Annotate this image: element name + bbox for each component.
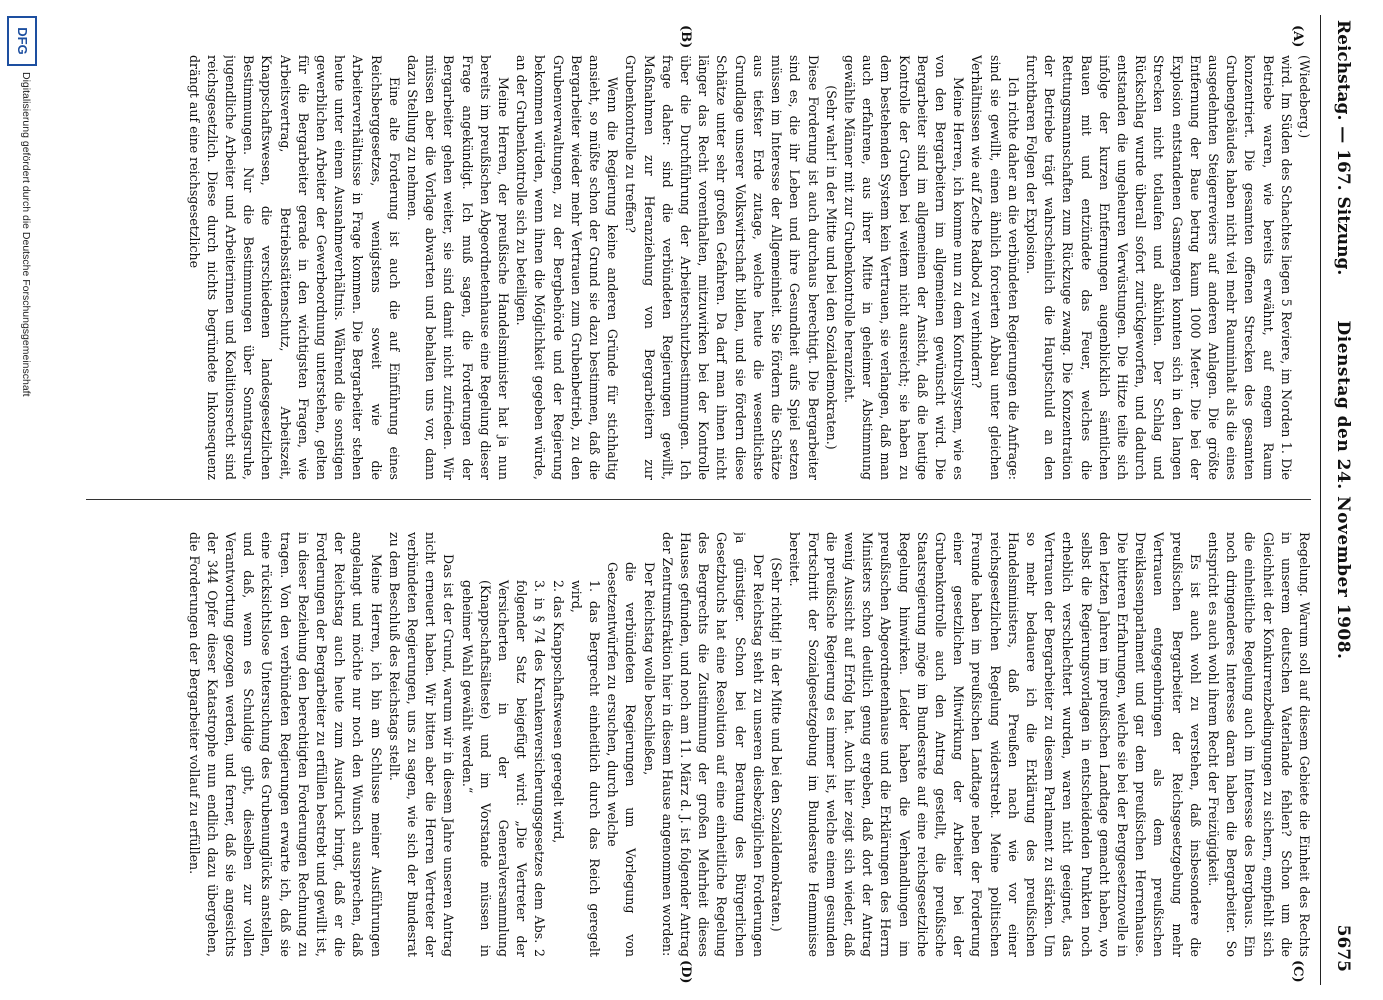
header-rule xyxy=(1320,15,1321,985)
paragraph: Ich richte daher an die verbündeten Regierungen die Anfrage: sind sie gewillt, einen ähnlich forcierten Abbau unter gleichen Verhältnissen wie auf Zeche Radbod zu verhindern? xyxy=(969,55,1021,480)
paragraph: die verbündeten Regierungen um Vorlegung von Gesetzentwürfen zu ersuchen, durch welche xyxy=(605,562,639,957)
paragraph: Eine alte Forderung ist auch die auf Einführung eines Reichsberggesetzes, wenigstens soweit wie die Arbeiterverhältnisse in Frage kommen. Die Bergarbeiter stehen heute unter einem Ausnahmeverhältnis. Während die sonstigen gewerblichen Arbeiter der Gewerbeordnung unterstehen, gelten für die Bergarbeiter gerade in den wichtigsten Fragen, wie Arbeitsvertrag, Betriebsstättenschutz, Arbeitszeit, Knappschaftswesen, die verschiedenen landesgesetzlichen Bestimmungen. Nur die Bestimmungen über Sonntagsruhe, jugendliche Arbeiter und Arbeiterinnen und Koalitionsrecht sind reichsgesetzlich. Diese durch nichts begründete Inkonsequenz drängt auf eine reichsgesetzliche xyxy=(186,55,402,480)
text-column-left xyxy=(78,55,1313,480)
paragraph: 3. in § 74 des Krankenversicherungsgesetzes dem Abs. 2 folgender Satz beigefügt wird: „Die Vertreter der Versicherten in der Generalversammlung (Knappschaftsälteste) und im Vorstande müssen in geheimer Wahl gewählt werden.“ xyxy=(459,580,548,957)
margin-marker-a: (A) xyxy=(1290,25,1305,48)
header-date: Dienstag den 24. November 1908. xyxy=(1333,320,1353,660)
paragraph: Meine Herren, ich bin am Schlusse meiner Ausführungen angelangt und möchte nur noch den Wunsch aussprechen, daß der Reichstag auch heute zum Ausdruck bringt, daß er die Forderungen der Bergarbeiter zu erfüllen bestrebt und gewillt ist, in dieser Beziehung den berechtigten Forderungen Rechnung zu tragen. Von den verbündeten Regierungen erwarte ich, daß sie eine rücksichtslose Untersuchung des Grubenunglücks anstellen, und daß, wenn es Schuldige gibt, dieselben zur vollen Verantwortung gezogen werden, und ferner, daß sie angesichts der 344 Opfer dieser Katastrophe nun endlich dazu übergehen, die Forderungen der Bergarbeiter vollauf zu erfüllen. xyxy=(186,532,384,957)
paragraph: 1. das Bergrecht einheitlich durch das Reich geregelt wird, xyxy=(568,580,603,957)
interjection: (Sehr richtig! in der Mitte und bei den Sozialdemokraten.) xyxy=(769,557,785,932)
paragraph: Diese Forderung ist auch durchaus berechtigt. Die Bergarbeiter sind es, die ihr Leben und ihre Gesundheit aufs Spiel setzen müssen im Interesse der Allgemeinheit. Sie fördern die Schätze aus tiefster Erde zutage, welche heute die wesentlichste Grundlage unserer Volkswirtschaft bilden, und sie fördern diese Schätze unter sehr großen Gefahren. Da darf man ihnen nicht länger das Recht vorenthalten, mitzuwirken bei der Kontrolle über die Durchführung der Arbeiterschutzbestimmungen. Ich frage daher: sind die verbündeten Regierungen gewillt, Maßnahmen zur Heranziehung von Bergarbeitern zur Grubenkontrolle zu treffen? xyxy=(623,55,821,480)
page-number: 5675 xyxy=(1333,924,1353,972)
paragraph: wird. Im Süden des Schachtes liegen 5 Reviere, im Norden 1. Die Betriebe waren, wie bereits erwähnt, auf engem Raum konzentriert. Die gesamten offenen Strecken des gesamten Grubengebäudes haben nicht viel mehr Rauminhalt als die eines ausgedehnten Steigerreviers auf anderen Anlagen. Die größte Entfernung der Baue betrug kaum 1000 Meter. Die bei der Explosion entstandenen Gasmengen konnten sich in den langen Strecken nicht totlaufen und abkühlen. Der Schlag und Rückschlag wurde überall sofort zurückgeworfen, und dadurch entstanden die ungeheuren Verwüstungen. Die Hitze teilte sich infolge der kurzen Entfernungen augenblicklich sämtlichen Bauen mit und entzündete das Feuer, welches die Rettungsmannschaften zum Rückzuge zwang. Die Konzentration der Betriebe trägt wahrscheinlich die Hauptschuld an den furchtbaren Folgen der Explosion. xyxy=(1023,55,1294,480)
dfg-caption: Digitalisierung gefördert durch die Deutsche Forschungsgemeinschaft xyxy=(20,72,32,397)
margin-marker-c: (C) xyxy=(1290,960,1305,983)
header-left: Reichstag. — 167. Sitzung. xyxy=(1333,20,1353,276)
paragraph: Der Reichstag steht zu unseren diesbezüglichen Forderungen ja günstiger. Schon bei der Beratung des Bürgerlichen Gesetzbuchs hat eine Resolution auf eine einheitliche Regelung des Bergrechts die Zustimmung der großen Mehrheit dieses Hauses gefunden, und noch am 11. März d. J. ist folgender Antrag der Zentrumsfraktion hier in diesem Hause angenommen worden: xyxy=(659,532,766,957)
dfg-stamp xyxy=(3,0,43,1000)
text-column-right xyxy=(78,532,1313,957)
paragraph: Regelung. Warum soll auf diesem Gebiete die Einheit des Rechts in unserem deutschen Vaterlande fehlen? Schon um die Gleichheit der Konkurrenzbedingungen zu sichern, empfiehlt sich die einheitliche Regelung auch im Interesse des Bergbaus. Ein noch dringenderes Interesse daran haben die Bergarbeiter. So entspricht es auch wohl ihrem Recht der Freizügigkeit. xyxy=(1205,532,1312,957)
paragraph: Meine Herren, der preußische Handelsminister hat ja nun bereits im preußischen Abgeordnetenhause eine Regelung dieser Frage angekündigt. Ich muß sagen, die Forderungen der Bergarbeiter gehen weiter, sie sind damit nicht zufrieden. Wir müssen aber die Vorlage abwarten und behalten uns vor, dann dazu Stellung zu nehmen. xyxy=(405,55,512,480)
margin-marker-b: (B) xyxy=(678,25,693,49)
paragraph: Der Reichstag wolle beschließen, xyxy=(641,562,657,776)
paragraph: Es ist auch wohl zu verstehen, daß insbesondere die preußischen Bergarbeiter der Reichsgesetzgebung mehr Vertrauen entgegenbringen als dem preußischen Dreiklassenparlament und gar dem preußischen Herrenhause. Die bitteren Erfahrungen, welche sie bei der Berggesetznovelle in den letzten Jahren im preußischen Landtage gemacht haben, wo selbst die Regierungsvorlagen in entscheidenden Punkten noch erheblich verschlechtert wurden, waren nicht geeignet, das Vertrauen der Bergarbeiter zu diesem Parlament zu stärken. Um so mehr bedauere ich die Erklärung des preußischen Handelsministers, daß Preußen nach wie vor einer reichsgesetzlichen Regelung widerstrebt. Meine politischen Freunde haben im preußischen Landtage neben der Forderung einer gesetzlichen Mitwirkung der Arbeiter bei der Grubenkontrolle auch den Antrag gestellt, die preußische Staatsregierung möge im Bundesrate auf eine reichsgesetzliche Regelung hinwirken. Leider haben die Verhandlungen im preußischen Abgeordnetenhause und die Erklärungen des Herrn Ministers schon deutlich genug ergeben, daß dort der Antrag wenig Aussicht auf Erfolg hat. Auch hier zeigt sich wieder, daß die preußische Regierung es immer ist, welche einem gesunden Fortschritt der Sozialgesetzgebung im Bundesrate Hemmnisse bereitet. xyxy=(787,532,1203,957)
running-header xyxy=(1323,0,1353,1000)
paragraph: Meine Herren, ich komme nun zu dem Kontrollsystem, wie es von den Bergarbeitern im allgemeinen gewünscht wird. Die Bergarbeiter sind im allgemeinen der Ansicht, daß die heutige Kontrolle der Gruben bei weitem nicht ausreicht; sie haben zu dem bestehenden System kein Vertrauen, sie verlangen, daß man auch erfahrene, aus ihrer Mitte in geheimer Abstimmung gewählte Männer mit zur Grubenkontrolle heranzieht. xyxy=(841,55,967,480)
paragraph: (Wiedeberg.) xyxy=(1297,55,1312,139)
paragraph: 2. das Knappschaftswesen geregelt wird, xyxy=(550,580,566,844)
paragraph: Das ist der Grund, warum wir in diesem Jahre unseren Antrag nicht erneuert haben. Wir bitten aber die Herren Vertreter der verbündeten Regierungen, uns zu sagen, wie sich der Bundesrat zu dem Beschluß des Reichstags stellt. xyxy=(386,532,457,957)
dfg-logo: DFG xyxy=(7,16,37,66)
column-divider xyxy=(86,499,1311,500)
margin-marker-d: (D) xyxy=(678,960,693,984)
paragraph: Wenn die Regierung keine anderen Gründe für stichhaltig ansieht, so müßte schon der Grund sie dazu bestimmen, daß die Bergarbeiter wieder mehr Vertrauen zum Grubenbetrieb, zu den Grubenverwaltungen, zu der Bergbehörde und der Regierung bekommen würden, wenn ihnen die Möglichkeit gegeben würde, an der Grubenkontrolle sich zu beteiligen. xyxy=(514,55,621,480)
interjection: (Sehr wahr! in der Mitte und bei den Sozialdemokraten.) xyxy=(823,85,839,450)
